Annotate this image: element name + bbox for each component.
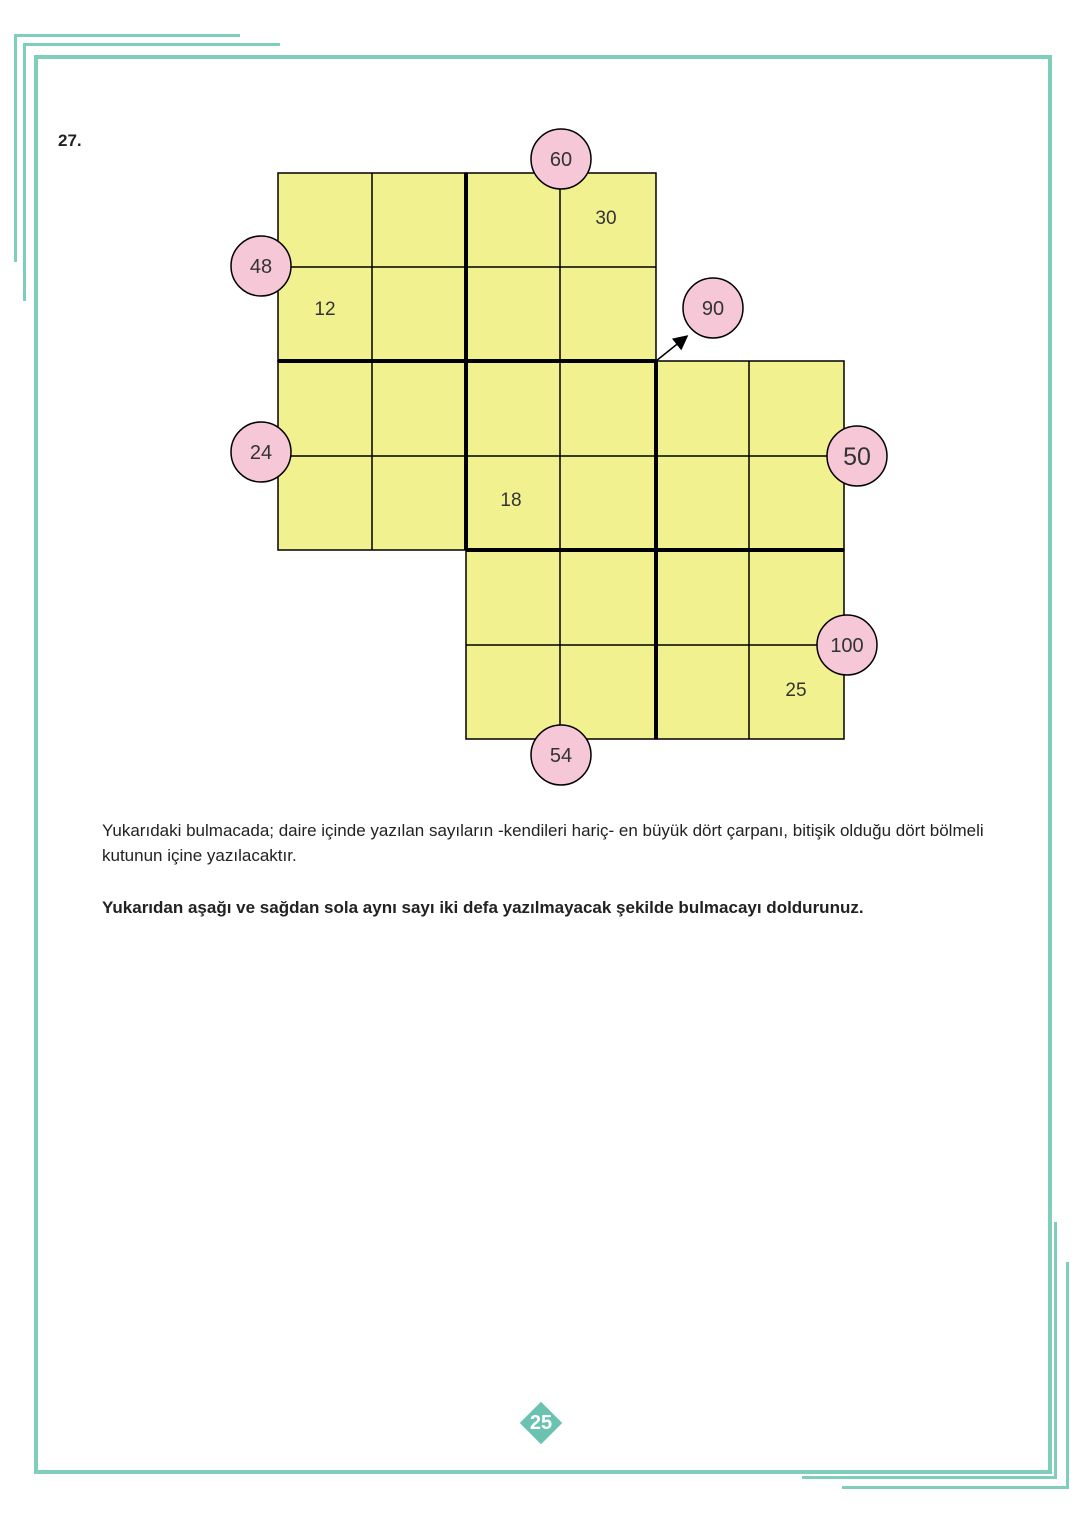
arrow-90	[656, 337, 686, 361]
given-12: 12	[314, 299, 336, 320]
instruction-text: Yukarıdaki bulmacada; daire içinde yazılan sayıların -kendileri hariç- en büyük dört çarpanı, bitişik olduğu dört bölmeli kutunun içine yazılacaktır.	[102, 821, 984, 865]
circle-60-label: 60	[549, 149, 573, 171]
task-text: Yukarıdan aşağı ve sağdan sola aynı sayı iki defa yazılmayacak şekilde bulmacayı doldurunuz.	[102, 898, 864, 917]
circle-90-label: 90	[701, 298, 725, 320]
page-number: 25	[529, 1412, 553, 1434]
circle-48-label: 48	[249, 256, 273, 278]
circle-50-label: 50	[843, 443, 871, 471]
given-18: 18	[500, 490, 522, 511]
circle-24-label: 24	[249, 442, 273, 464]
question-number: 27.	[58, 131, 82, 150]
circle-100-label: 100	[830, 635, 864, 657]
given-25: 25	[785, 680, 807, 701]
given-30: 30	[595, 208, 617, 229]
circle-54-label: 54	[549, 745, 573, 767]
page-number-badge	[520, 1402, 562, 1444]
